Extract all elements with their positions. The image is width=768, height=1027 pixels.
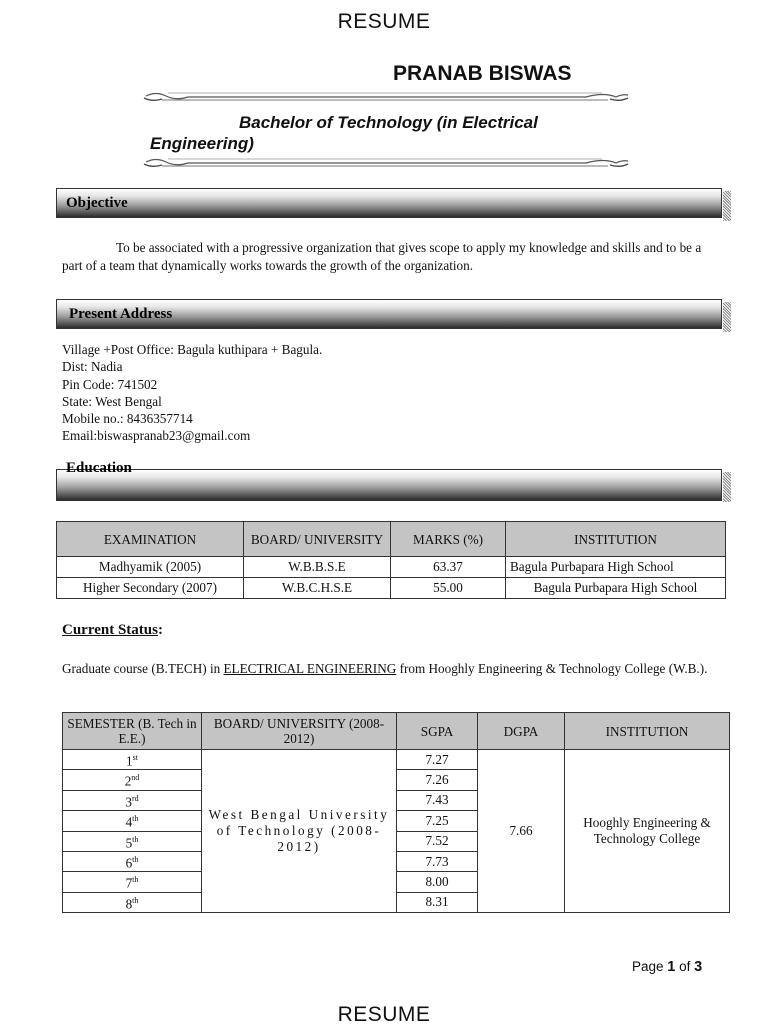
degree-title: Bachelor of Technology (in Electrical Engineering) xyxy=(150,113,538,153)
current-status-label: Current Status xyxy=(62,622,158,638)
page-total: 3 xyxy=(694,959,703,975)
column-header-board: BOARD/ UNIVERSITY xyxy=(244,522,391,557)
marks-cell: 55.00 xyxy=(391,578,506,599)
current-status-heading xyxy=(62,622,163,639)
semester-cell: 4th xyxy=(63,811,202,831)
marks-cell: 63.37 xyxy=(391,557,506,578)
table-row xyxy=(63,750,730,770)
dgpa-cell: 7.66 xyxy=(478,750,565,913)
sgpa-cell: 8.31 xyxy=(397,892,478,912)
sgpa-cell: 7.43 xyxy=(397,790,478,810)
semester-table xyxy=(62,712,730,913)
column-header-semester: SEMESTER (B. Tech in E.E.) xyxy=(63,713,202,750)
objective-heading: Objective xyxy=(66,195,128,211)
address-section-bar xyxy=(56,299,722,329)
decorative-flourish-top xyxy=(142,88,630,106)
semester-cell: 8th xyxy=(63,892,202,912)
semester-cell: 7th xyxy=(63,872,202,892)
semester-cell: 3rd xyxy=(63,790,202,810)
institution-cell: Bagula Purbapara High School xyxy=(506,578,726,599)
objective-section-bar xyxy=(56,188,722,218)
column-header-dgpa: DGPA xyxy=(478,713,565,750)
education-heading: Education xyxy=(66,460,132,476)
sgpa-cell: 7.27 xyxy=(397,750,478,770)
institution-cell: Hooghly Engineering & Technology College xyxy=(565,750,730,913)
board-cell: W.B.B.S.E xyxy=(244,557,391,578)
next-page-resume-title: RESUME xyxy=(337,1003,431,1026)
board-cell: W.B.C.H.S.E xyxy=(244,578,391,599)
objective-text: To be associated with a progressive organization that gives scope to apply my knowledge and skills and to be a part of a team that dynamically works towards the growth of the organization. xyxy=(62,240,702,273)
page-current: 1 xyxy=(667,959,676,975)
current-status-colon: : xyxy=(157,622,163,638)
column-header-sgpa: SGPA xyxy=(397,713,478,750)
sgpa-cell: 7.52 xyxy=(397,831,478,851)
address-line-pincode: Pin Code: 741502 xyxy=(62,376,158,392)
resume-title: RESUME xyxy=(337,10,431,33)
table-row xyxy=(57,578,726,599)
semester-cell: 2nd xyxy=(63,770,202,790)
table-row xyxy=(57,557,726,578)
address-line-state: State: West Bengal xyxy=(62,393,162,409)
column-header-university: BOARD/ UNIVERSITY (2008-2012) xyxy=(202,713,397,750)
institution-cell: Bagula Purbapara High School xyxy=(506,557,726,578)
address-block xyxy=(62,341,322,445)
column-header-marks: MARKS (%) xyxy=(391,522,506,557)
address-heading: Present Address xyxy=(69,306,173,322)
exam-cell: Madhyamik (2005) xyxy=(57,557,244,578)
page-number xyxy=(632,959,702,975)
candidate-name: PRANAB BISWAS xyxy=(393,62,572,85)
address-line-email: Email:biswaspranab23@gmail.com xyxy=(62,428,251,444)
address-line-mobile: Mobile no.: 8436357714 xyxy=(62,411,193,427)
education-table-header xyxy=(57,522,726,557)
exam-cell: Higher Secondary (2007) xyxy=(57,578,244,599)
decorative-flourish-bottom xyxy=(142,154,630,172)
status-text-before: Graduate course (B.TECH) in xyxy=(62,661,224,676)
status-text-branch: ELECTRICAL ENGINEERING xyxy=(223,661,397,676)
sgpa-cell: 7.26 xyxy=(397,770,478,790)
column-header-institution: INSTITUTION xyxy=(506,522,726,557)
semester-cell: 5th xyxy=(63,831,202,851)
semester-cell: 6th xyxy=(63,851,202,871)
status-text-after: from Hooghly Engineering & Technology College (W.B.). xyxy=(396,661,708,676)
column-header-institution: INSTITUTION xyxy=(565,713,730,750)
address-line-village: Village +Post Office: Bagula kuthipara + Bagula. xyxy=(62,342,323,357)
page-of-label: of xyxy=(679,959,691,974)
address-line-district: Dist: Nadia xyxy=(62,359,123,375)
column-header-examination: EXAMINATION xyxy=(57,522,244,557)
current-status-text xyxy=(62,660,717,678)
education-table xyxy=(56,521,726,599)
sgpa-cell: 7.73 xyxy=(397,851,478,871)
page-label: Page xyxy=(632,959,664,974)
education-section-bar xyxy=(56,460,722,501)
sgpa-cell: 8.00 xyxy=(397,872,478,892)
semester-cell: 1st xyxy=(63,750,202,770)
sgpa-cell: 7.25 xyxy=(397,811,478,831)
university-cell: West Bengal University of Technology (2008-2012) xyxy=(202,750,397,913)
semester-table-header xyxy=(63,713,730,750)
